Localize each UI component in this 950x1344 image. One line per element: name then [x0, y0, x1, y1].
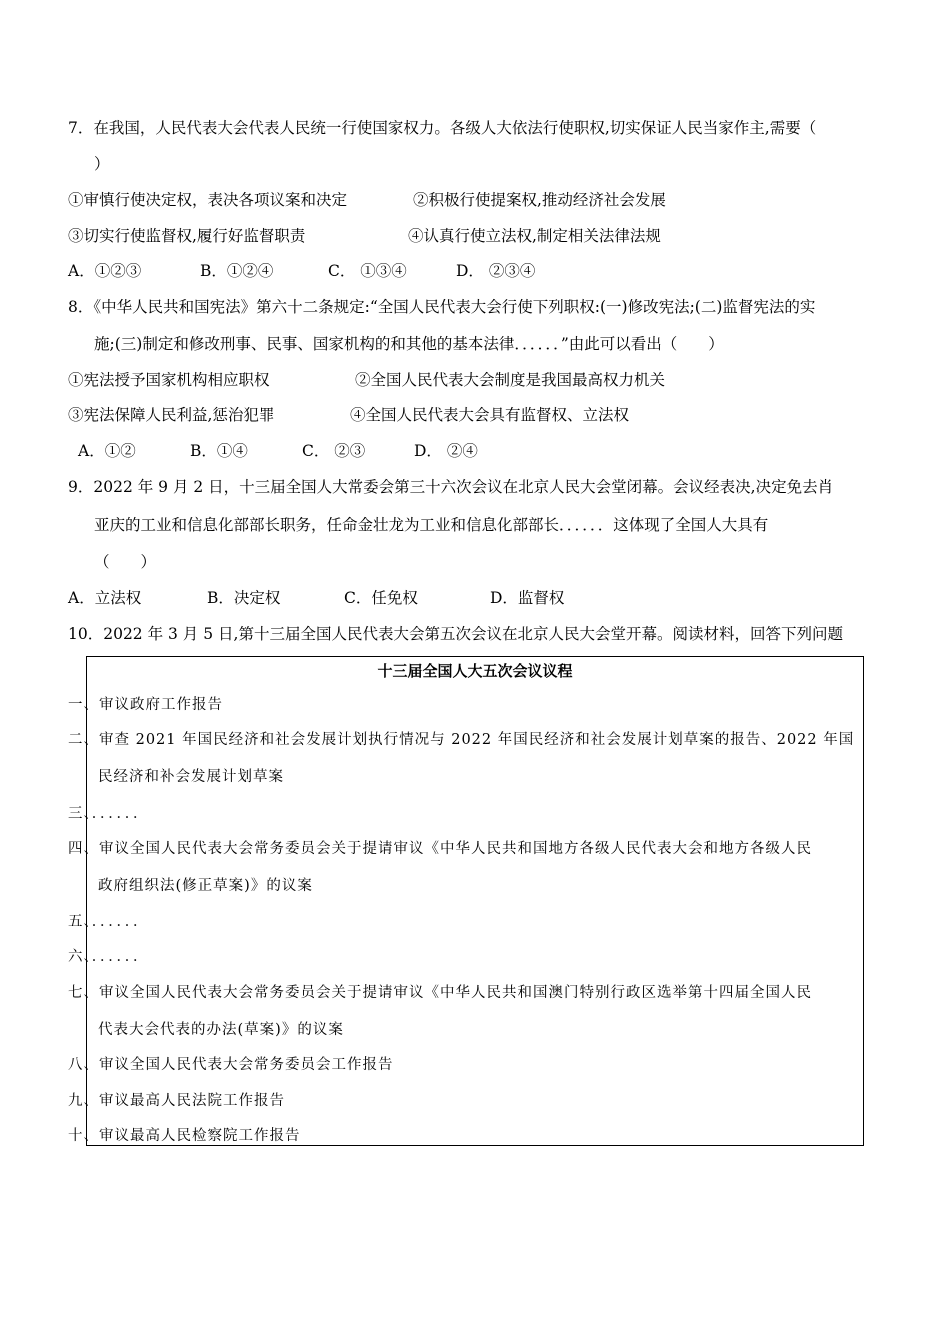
q8-statement-1: ①宪法授予国家机构相应职权: [68, 371, 270, 389]
q9-option-c[interactable]: C．任免权: [344, 589, 418, 607]
q7-statement-3: ③切实行使监督权,履行好监督职责: [68, 227, 306, 245]
q7-option-a[interactable]: A．①②③: [68, 262, 142, 280]
agenda-line: 九、审议最高人民法院工作报告: [68, 1093, 285, 1109]
agenda-line: 十、审议最高人民检察院工作报告: [68, 1128, 301, 1144]
q9-option-b[interactable]: B．决定权: [207, 589, 281, 607]
q8-stem-cont: 施;(三)制定和修改刑事、民事、国家机构的和其他的基本法律．．．．．．”由此可以看出（ ）: [94, 335, 724, 353]
q8-statement-4: ④全国人民代表大会具有监督权、立法权: [350, 406, 630, 424]
agenda-line: 八、审议全国人民代表大会常务委员会工作报告: [68, 1057, 394, 1073]
agenda-line: 四、审议全国人民代表大会常务委员会关于提请审议《中华人民共和国地方各级人民代表大会和地方各级人民: [68, 841, 812, 857]
agenda-line: 三、．．．．．．: [68, 806, 149, 822]
agenda-title: 十三届全国人大五次会议议程: [377, 662, 573, 680]
q7-option-c[interactable]: C． ①③④: [328, 262, 407, 280]
q7-stem-end: ）: [94, 155, 110, 173]
agenda-line: 民经济和补会发展计划草案: [98, 769, 284, 785]
q8-option-c[interactable]: C． ②③: [302, 442, 366, 460]
q9-option-d[interactable]: D．监督权: [490, 589, 565, 607]
q7-stem: 7．在我国，人民代表大会代表人民统一行使国家权力。各级人大依法行使职权,切实保证人民当家作主,需要（: [68, 119, 817, 137]
q7-statement-1: ①审慎行使决定权，表决各项议案和决定: [68, 191, 348, 209]
q8-stem: 8．《中华人民共和国宪法》第六十二条规定:“全国人民代表大会行使下列职权:(一)修改宪法;(二)监督宪法的实: [68, 298, 816, 316]
q7-option-d[interactable]: D． ②③④: [456, 262, 536, 280]
q9-stem-cont: 亚庆的工业和信息化部部长职务，任命金壮龙为工业和信息化部部长．．．．．．这体现了全国人大具有: [94, 516, 769, 534]
q7-statement-4: ④认真行使立法权,制定相关法律法规: [408, 227, 661, 245]
q8-statement-2: ②全国人民代表大会制度是我国最高权力机关: [355, 371, 666, 389]
q9-option-a[interactable]: A．立法权: [68, 589, 142, 607]
agenda-line: 政府组织法(修正草案)》的议案: [98, 878, 313, 894]
q7-statement-2: ②积极行使提案权,推动经济社会发展: [413, 191, 666, 209]
agenda-line: 二、审查 2021 年国民经济和社会发展计划执行情况与 2022 年国民经济和社会发展计划草案的报告、2022 年国: [68, 732, 855, 748]
q8-option-a[interactable]: A．①②: [78, 442, 136, 460]
q9-stem: 9．2022 年 9 月 2 日，十三届全国人大常委会第三十六次会议在北京人民大会堂闭幕。会议经表决,决定免去肖: [68, 478, 834, 496]
q8-option-d[interactable]: D． ②④: [414, 442, 478, 460]
agenda-line: 一、审议政府工作报告: [68, 697, 223, 713]
agenda-line: 六、．．．．．．: [68, 949, 149, 965]
q8-statement-3: ③宪法保障人民利益,惩治犯罪: [68, 406, 275, 424]
q7-option-b[interactable]: B．①②④: [200, 262, 274, 280]
q10-stem: 10．2022 年 3 月 5 日,第十三届全国人民代表大会第五次会议在北京人民大会堂开幕。阅读材料，回答下列问题: [68, 625, 843, 643]
q9-stem-end: （ ）: [94, 553, 157, 571]
q8-option-b[interactable]: B．①④: [190, 442, 248, 460]
agenda-line: 七、审议全国人民代表大会常务委员会关于提请审议《中华人民共和国澳门特别行政区选举第十四届全国人民: [68, 985, 812, 1001]
agenda-line: 五、．．．．．．: [68, 914, 149, 930]
agenda-line: 代表大会代表的办法(草案)》的议案: [98, 1022, 344, 1038]
